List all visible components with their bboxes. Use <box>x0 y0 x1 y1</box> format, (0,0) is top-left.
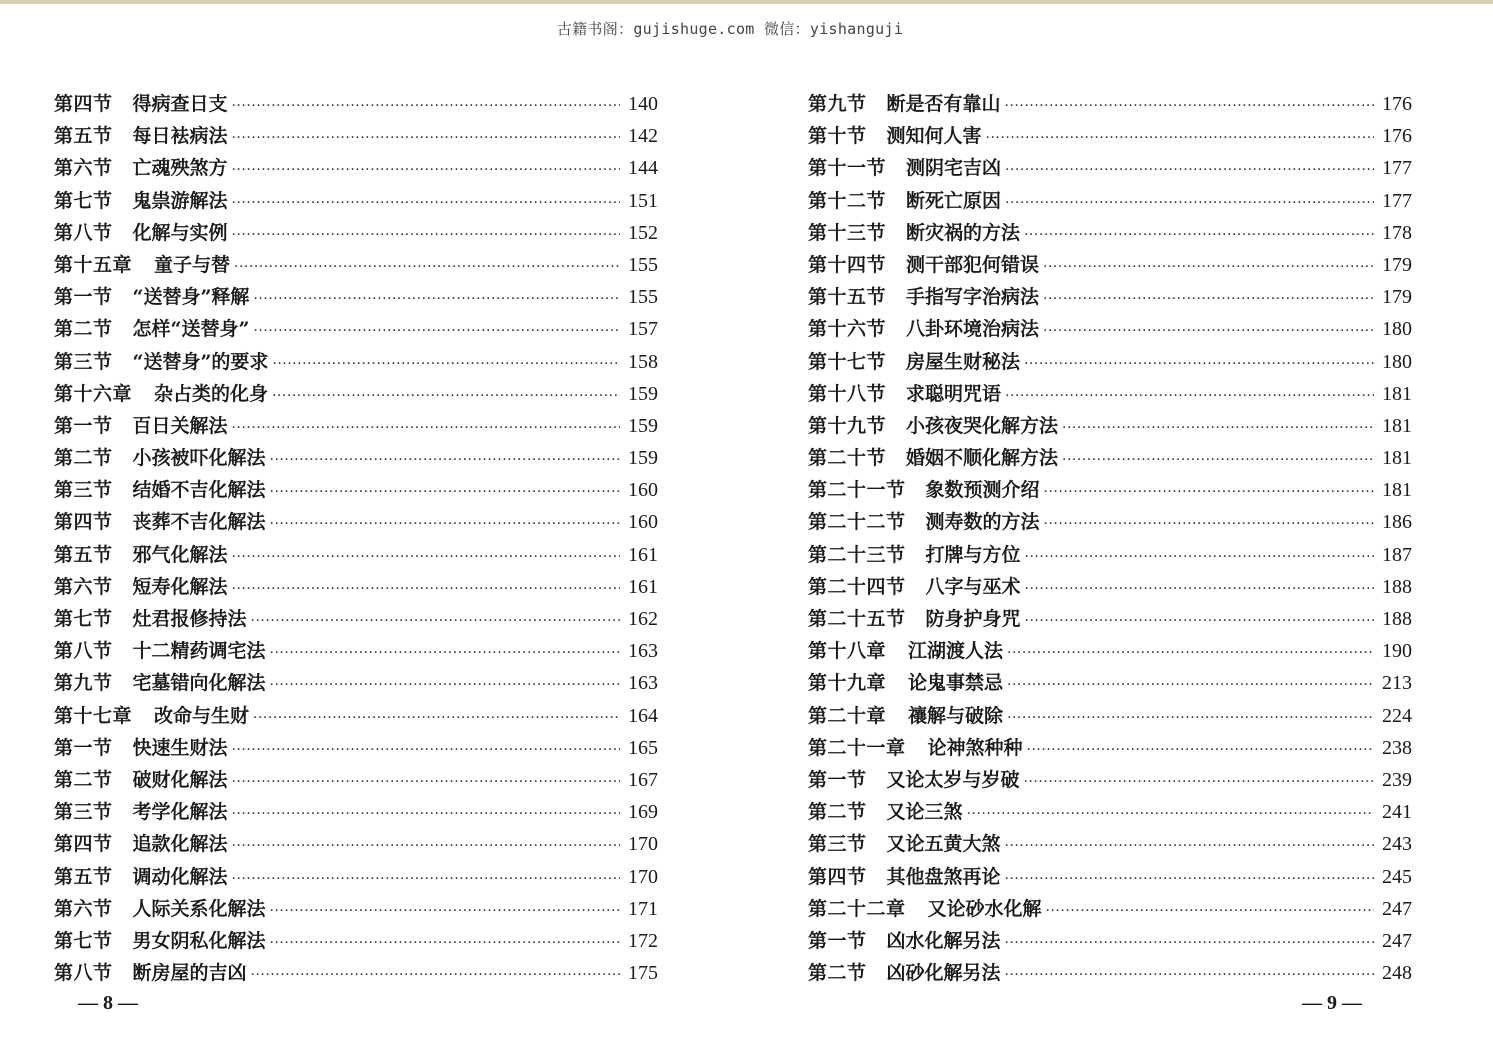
toc-entry-page: 140 <box>628 93 658 115</box>
toc-entry-page: 187 <box>1382 543 1412 566</box>
toc-entry-page: 157 <box>628 318 658 341</box>
toc-entry-number: 第九节 <box>808 93 867 115</box>
toc-entry-page: 167 <box>628 768 658 791</box>
toc-section-entry <box>54 925 658 957</box>
toc-entry-number: 第十九章 <box>808 672 887 695</box>
toc-section-entry <box>808 281 1412 313</box>
toc-entry-title: 凶水化解另法 <box>886 929 1001 952</box>
toc-section-entry <box>808 603 1412 635</box>
toc-entry-title: 百日关解法 <box>132 414 228 437</box>
right-page-toc <box>808 88 1412 989</box>
toc-entry-page: 161 <box>628 543 658 566</box>
toc-entry-page: 188 <box>1382 608 1412 630</box>
toc-entry-page: 159 <box>628 382 658 405</box>
toc-section-entry <box>54 861 658 893</box>
toc-leader-dots <box>1005 380 1374 412</box>
toc-entry-title: 测寿数的方法 <box>925 511 1040 534</box>
toc-section-entry <box>54 152 658 184</box>
toc-entry-title: 手指写字治病法 <box>906 286 1040 309</box>
toc-section-entry <box>808 925 1412 957</box>
toc-entry-number: 第九节 <box>54 672 113 695</box>
toc-chapter-entry <box>808 635 1412 667</box>
toc-entry-number: 第二十一章 <box>808 736 906 759</box>
toc-leader-dots <box>1024 766 1374 798</box>
toc-entry-page: 169 <box>628 801 658 824</box>
toc-section-entry <box>808 120 1412 152</box>
toc-entry-page: 162 <box>628 608 658 630</box>
toc-entry-number: 第一节 <box>54 286 113 309</box>
toc-section-entry <box>54 410 658 442</box>
toc-entry-number: 第五节 <box>54 543 113 566</box>
toc-entry-number: 第二十四节 <box>808 575 906 598</box>
toc-entry-page: 175 <box>628 962 658 985</box>
toc-entry-number: 第三节 <box>54 350 113 373</box>
toc-section-entry <box>54 957 658 989</box>
toc-entry-number: 第十八章 <box>808 640 887 663</box>
toc-entry-number: 第八节 <box>54 962 113 985</box>
toc-entry-number: 第二十章 <box>808 704 887 727</box>
toc-entry-page: 142 <box>628 125 658 148</box>
toc-entry-title: 短寿化解法 <box>132 575 228 598</box>
toc-entry-title: 丧葬不吉化解法 <box>132 511 266 534</box>
toc-entry-page: 241 <box>1382 801 1412 824</box>
toc-section-entry <box>54 796 658 828</box>
toc-entry-title: 房屋生财秘法 <box>906 350 1021 373</box>
toc-leader-dots <box>1007 637 1374 669</box>
toc-entry-title: 小孩被吓化解法 <box>132 447 266 470</box>
toc-section-entry <box>808 861 1412 893</box>
toc-entry-title: 破财化解法 <box>132 768 228 791</box>
top-border <box>0 0 1493 4</box>
toc-entry-title: 小孩夜哭化解方法 <box>906 414 1059 437</box>
toc-entry-number: 第二节 <box>808 962 867 985</box>
toc-entry-number: 第四节 <box>54 93 113 115</box>
toc-leader-dots <box>232 573 620 605</box>
toc-entry-number: 第八节 <box>54 221 113 244</box>
toc-entry-page: 188 <box>1382 575 1412 598</box>
toc-entry-title: 八字与巫术 <box>925 575 1021 598</box>
toc-leader-dots <box>270 476 620 508</box>
toc-section-entry <box>54 571 658 603</box>
toc-entry-title: 又论砂水化解 <box>927 897 1042 920</box>
toc-section-entry <box>54 313 658 345</box>
toc-section-entry <box>808 539 1412 571</box>
toc-leader-dots <box>253 283 620 315</box>
toc-leader-dots <box>232 830 620 862</box>
toc-entry-page: 248 <box>1382 962 1412 985</box>
toc-entry-page: 155 <box>628 286 658 309</box>
toc-entry-number: 第一节 <box>808 768 867 791</box>
toc-leader-dots <box>967 798 1374 830</box>
toc-entry-title: 论鬼事禁忌 <box>908 672 1004 695</box>
toc-leader-dots <box>1043 283 1374 315</box>
toc-leader-dots <box>1025 541 1374 573</box>
toc-entry-page: 186 <box>1382 511 1412 534</box>
toc-entry-page: 181 <box>1382 447 1412 470</box>
toc-leader-dots <box>232 122 620 154</box>
toc-entry-number: 第十九节 <box>808 414 887 437</box>
toc-entry-page: 164 <box>628 704 658 727</box>
toc-leader-dots <box>270 927 620 959</box>
toc-entry-title: 其他盘煞再论 <box>886 865 1001 888</box>
toc-leader-dots <box>232 219 620 251</box>
toc-chapter-entry <box>808 700 1412 732</box>
toc-entry-title: 怎样“送替身” <box>132 318 250 341</box>
toc-entry-number: 第十二节 <box>808 189 887 212</box>
toc-entry-page: 224 <box>1382 704 1412 727</box>
toc-entry-number: 第十五章 <box>54 253 133 276</box>
toc-section-entry <box>808 88 1412 120</box>
toc-entry-title: 测知何人害 <box>886 125 982 148</box>
toc-entry-page: 158 <box>628 350 658 373</box>
toc-leader-dots <box>1007 702 1374 734</box>
toc-section-entry <box>808 152 1412 184</box>
toc-section-entry <box>54 764 658 796</box>
toc-leader-dots <box>232 541 620 573</box>
toc-entry-page: 178 <box>1382 221 1412 244</box>
toc-leader-dots <box>232 863 620 895</box>
toc-entry-title: 邪气化解法 <box>132 543 228 566</box>
toc-section-entry <box>54 217 658 249</box>
toc-entry-number: 第十八节 <box>808 382 887 405</box>
toc-entry-number: 第二节 <box>54 318 113 341</box>
toc-entry-number: 第十节 <box>808 125 867 148</box>
toc-section-entry <box>54 120 658 152</box>
toc-entry-page: 245 <box>1382 865 1412 888</box>
toc-leader-dots <box>1005 959 1374 991</box>
toc-entry-title: 灶君报修持法 <box>132 608 247 630</box>
toc-entry-title: 追款化解法 <box>132 833 228 856</box>
toc-entry-title: 快速生财法 <box>132 736 228 759</box>
toc-leader-dots <box>253 702 620 734</box>
toc-leader-dots <box>232 154 620 186</box>
toc-entry-title: 男女阴私化解法 <box>132 929 266 952</box>
toc-entry-page: 190 <box>1382 640 1412 663</box>
toc-leader-dots <box>270 508 620 540</box>
toc-entry-number: 第十七节 <box>808 350 887 373</box>
watermark: 古籍书阁：gujishuge.com 微信：yishanguji <box>556 20 904 38</box>
toc-entry-page: 163 <box>628 640 658 663</box>
toc-entry-number: 第十五节 <box>808 286 887 309</box>
toc-entry-title: 测阴宅吉凶 <box>906 157 1002 180</box>
toc-entry-number: 第二十节 <box>808 447 887 470</box>
toc-entry-number: 第二十二章 <box>808 897 906 920</box>
toc-entry-title: 又论三煞 <box>886 801 963 824</box>
toc-entry-title: 求聪明咒语 <box>906 382 1002 405</box>
toc-entry-page: 159 <box>628 414 658 437</box>
toc-entry-page: 170 <box>628 833 658 856</box>
toc-leader-dots <box>1007 669 1374 701</box>
toc-entry-number: 第二节 <box>808 801 867 824</box>
toc-entry-number: 第六节 <box>54 897 113 920</box>
toc-section-entry <box>808 474 1412 506</box>
toc-entry-number: 第二十一节 <box>808 479 906 502</box>
toc-entry-title: 婚姻不顺化解方法 <box>906 447 1059 470</box>
toc-entry-title: 杂占类的化身 <box>154 382 269 405</box>
toc-entry-title: 十二精药调宅法 <box>132 640 266 663</box>
toc-leader-dots <box>1005 830 1374 862</box>
toc-entry-title: 童子与替 <box>154 253 231 276</box>
toc-entry-title: 断房屋的吉凶 <box>132 962 247 985</box>
toc-leader-dots <box>232 187 620 219</box>
toc-chapter-entry <box>808 732 1412 764</box>
toc-entry-page: 181 <box>1382 382 1412 405</box>
toc-section-entry <box>808 410 1412 442</box>
toc-entry-page: 172 <box>628 929 658 952</box>
toc-entry-title: 又论太岁与岁破 <box>886 768 1020 791</box>
toc-section-entry <box>808 378 1412 410</box>
toc-entry-number: 第七节 <box>54 929 113 952</box>
toc-section-entry <box>54 474 658 506</box>
toc-entry-number: 第一节 <box>54 736 113 759</box>
toc-entry-title: 八卦环境治病法 <box>906 318 1040 341</box>
toc-entry-title: 测干部犯何错误 <box>906 253 1040 276</box>
toc-section-entry <box>808 346 1412 378</box>
toc-entry-number: 第二十三节 <box>808 543 906 566</box>
toc-leader-dots <box>1044 476 1374 508</box>
toc-entry-number: 第三节 <box>808 833 867 856</box>
toc-leader-dots <box>270 444 620 476</box>
toc-entry-title: 江湖渡人法 <box>908 640 1004 663</box>
toc-section-entry <box>54 603 658 635</box>
toc-entry-page: 165 <box>628 736 658 759</box>
toc-section-entry <box>54 185 658 217</box>
toc-section-entry <box>54 667 658 699</box>
toc-section-entry <box>54 732 658 764</box>
toc-section-entry <box>808 764 1412 796</box>
toc-entry-page: 155 <box>628 253 658 276</box>
toc-entry-title: 改命与生财 <box>154 704 250 727</box>
toc-entry-title: 化解与实例 <box>132 221 228 244</box>
toc-entry-page: 177 <box>1382 157 1412 180</box>
toc-entry-number: 第二节 <box>54 447 113 470</box>
toc-entry-title: 断死亡原因 <box>906 189 1002 212</box>
toc-entry-number: 第五节 <box>54 125 113 148</box>
toc-entry-number: 第十四节 <box>808 253 887 276</box>
toc-entry-title: 考学化解法 <box>132 801 228 824</box>
toc-entry-page: 160 <box>628 479 658 502</box>
toc-entry-number: 第三节 <box>54 801 113 824</box>
toc-chapter-entry <box>808 893 1412 925</box>
left-page-number: — 8 — <box>78 992 138 1014</box>
toc-entry-title: 又论五黄大煞 <box>886 833 1001 856</box>
toc-entry-title: 断是否有靠山 <box>886 93 1001 115</box>
toc-entry-number: 第六节 <box>54 575 113 598</box>
toc-section-entry <box>54 442 658 474</box>
toc-entry-page: 247 <box>1382 929 1412 952</box>
toc-leader-dots <box>1027 734 1374 766</box>
toc-entry-title: 调动化解法 <box>132 865 228 888</box>
toc-entry-page: 176 <box>1382 125 1412 148</box>
toc-entry-title: 论神煞种种 <box>927 736 1023 759</box>
toc-leader-dots <box>1025 573 1374 605</box>
toc-entry-number: 第十三节 <box>808 221 887 244</box>
toc-entry-page: 161 <box>628 575 658 598</box>
toc-entry-number: 第一节 <box>54 414 113 437</box>
toc-entry-number: 第三节 <box>54 479 113 502</box>
toc-leader-dots <box>1025 605 1374 637</box>
toc-section-entry <box>808 313 1412 345</box>
toc-leader-dots <box>1046 895 1374 927</box>
toc-entry-page: 180 <box>1382 318 1412 341</box>
toc-entry-number: 第四节 <box>808 865 867 888</box>
toc-leader-dots <box>1024 219 1374 251</box>
toc-entry-number: 第四节 <box>54 833 113 856</box>
toc-entry-number: 第二十五节 <box>808 608 906 630</box>
toc-entry-number: 第七节 <box>54 608 113 630</box>
toc-entry-title: 宅墓错向化解法 <box>132 672 266 695</box>
toc-entry-page: 171 <box>628 897 658 920</box>
toc-entry-number: 第七节 <box>54 189 113 212</box>
toc-leader-dots <box>1043 315 1374 347</box>
toc-entry-page: 247 <box>1382 897 1412 920</box>
left-page-toc <box>54 88 658 989</box>
toc-entry-number: 第五节 <box>54 865 113 888</box>
toc-entry-number: 第一节 <box>808 929 867 952</box>
toc-leader-dots <box>1024 348 1374 380</box>
toc-leader-dots <box>1005 90 1374 122</box>
toc-entry-page: 152 <box>628 221 658 244</box>
toc-section-entry <box>808 185 1412 217</box>
toc-section-entry <box>808 828 1412 860</box>
toc-entry-page: 144 <box>628 157 658 180</box>
toc-entry-page: 181 <box>1382 414 1412 437</box>
toc-section-entry <box>54 281 658 313</box>
toc-leader-dots <box>1005 187 1374 219</box>
toc-entry-page: 238 <box>1382 736 1412 759</box>
toc-entry-page: 163 <box>628 672 658 695</box>
toc-entry-title: “送替身”的要求 <box>132 350 269 373</box>
toc-entry-title: 打牌与方位 <box>925 543 1021 566</box>
toc-leader-dots <box>270 895 620 927</box>
toc-entry-number: 第六节 <box>54 157 113 180</box>
toc-entry-page: 179 <box>1382 286 1412 309</box>
toc-section-entry <box>54 346 658 378</box>
toc-leader-dots <box>253 315 620 347</box>
toc-entry-number: 第二节 <box>54 768 113 791</box>
toc-section-entry <box>808 506 1412 538</box>
toc-entry-title: 象数预测介绍 <box>925 479 1040 502</box>
toc-entry-page: 180 <box>1382 350 1412 373</box>
toc-entry-number: 第四节 <box>54 511 113 534</box>
toc-entry-page: 159 <box>628 447 658 470</box>
toc-entry-title: “送替身”释解 <box>132 286 250 309</box>
toc-section-entry <box>808 571 1412 603</box>
toc-entry-title: 鬼祟游解法 <box>132 189 228 212</box>
toc-entry-page: 177 <box>1382 189 1412 212</box>
toc-entry-number: 第八节 <box>54 640 113 663</box>
toc-chapter-entry <box>54 249 658 281</box>
toc-entry-number: 第二十二节 <box>808 511 906 534</box>
toc-entry-page: 160 <box>628 511 658 534</box>
toc-section-entry <box>808 796 1412 828</box>
toc-section-entry <box>54 635 658 667</box>
toc-section-entry <box>54 506 658 538</box>
toc-entry-number: 第十七章 <box>54 704 133 727</box>
toc-leader-dots <box>272 380 620 412</box>
toc-leader-dots <box>270 637 620 669</box>
toc-entry-title: 得病查日支 <box>132 93 228 115</box>
toc-section-entry <box>54 539 658 571</box>
toc-leader-dots <box>1043 251 1374 283</box>
toc-leader-dots <box>232 734 620 766</box>
toc-chapter-entry <box>808 667 1412 699</box>
toc-entry-page: 170 <box>628 865 658 888</box>
toc-entry-page: 179 <box>1382 253 1412 276</box>
toc-entry-page: 213 <box>1382 672 1412 695</box>
toc-entry-page: 243 <box>1382 833 1412 856</box>
toc-entry-title: 防身护身咒 <box>925 608 1021 630</box>
toc-entry-title: 断灾祸的方法 <box>906 221 1021 244</box>
toc-entry-page: 151 <box>628 189 658 212</box>
toc-entry-page: 239 <box>1382 768 1412 791</box>
toc-leader-dots <box>1062 412 1374 444</box>
toc-chapter-entry <box>54 378 658 410</box>
toc-section-entry <box>54 893 658 925</box>
toc-leader-dots <box>272 348 620 380</box>
toc-leader-dots <box>270 669 620 701</box>
toc-section-entry <box>54 828 658 860</box>
toc-leader-dots <box>1044 508 1374 540</box>
toc-section-entry <box>808 442 1412 474</box>
toc-leader-dots <box>232 90 620 122</box>
right-page-number: — 9 — <box>1302 992 1362 1014</box>
toc-section-entry <box>808 217 1412 249</box>
toc-entry-title: 亡魂殃煞方 <box>132 157 228 180</box>
toc-entry-number: 第十六节 <box>808 318 887 341</box>
toc-entry-page: 181 <box>1382 479 1412 502</box>
toc-entry-title: 凶砂化解另法 <box>886 962 1001 985</box>
toc-leader-dots <box>1005 154 1374 186</box>
toc-entry-page: 176 <box>1382 93 1412 115</box>
toc-entry-title: 禳解与破除 <box>908 704 1004 727</box>
toc-section-entry <box>808 957 1412 989</box>
toc-chapter-entry <box>54 700 658 732</box>
toc-leader-dots <box>234 251 620 283</box>
toc-entry-title: 结婚不吉化解法 <box>132 479 266 502</box>
toc-leader-dots <box>1005 927 1374 959</box>
toc-leader-dots <box>251 605 620 637</box>
toc-entry-number: 第十六章 <box>54 382 133 405</box>
toc-leader-dots <box>232 412 620 444</box>
toc-leader-dots <box>232 798 620 830</box>
toc-section-entry <box>808 249 1412 281</box>
toc-entry-title: 人际关系化解法 <box>132 897 266 920</box>
toc-leader-dots <box>232 766 620 798</box>
toc-leader-dots <box>251 959 620 991</box>
toc-leader-dots <box>1005 863 1374 895</box>
toc-entry-number: 第十一节 <box>808 157 887 180</box>
toc-leader-dots <box>986 122 1374 154</box>
toc-leader-dots <box>1062 444 1374 476</box>
toc-entry-title: 每日袪病法 <box>132 125 228 148</box>
toc-section-entry <box>54 88 658 120</box>
